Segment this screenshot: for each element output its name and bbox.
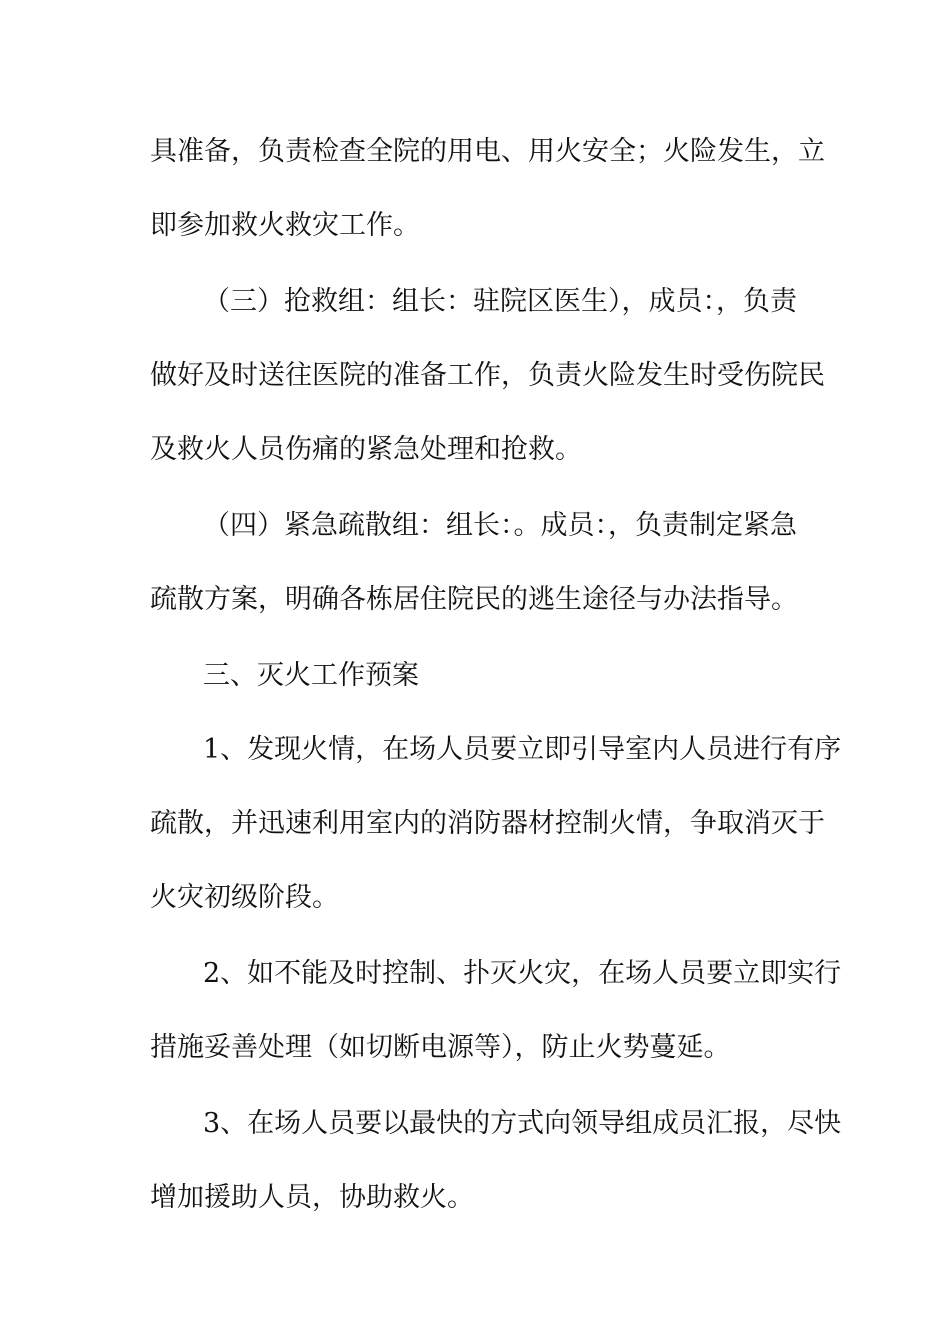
section-heading-firefighting-plan: 三、灭火工作预案 (203, 660, 419, 691)
body-text-line: 具准备，负责检查全院的用电、用火安全；火险发生，立 (150, 136, 825, 167)
body-text-line: 疏散，并迅速利用室内的消防器材控制火情，争取消灭于 (150, 808, 825, 839)
body-text-line: 措施妥善处理（如切断电源等），防止火势蔓延。 (150, 1032, 731, 1063)
body-text-line: 增加援助人员，协助救火。 (150, 1182, 474, 1213)
list-item-1: 1、发现火情，在场人员要立即引导室内人员进行有序 (203, 734, 842, 765)
body-text-line: 即参加救火救灾工作。 (150, 210, 420, 241)
body-text-line: 火灾初级阶段。 (150, 882, 339, 913)
body-text-line: 疏散方案，明确各栋居住院民的逃生途径与办法指导。 (150, 584, 798, 615)
body-text-line: 做好及时送往医院的准备工作，负责火险发生时受伤院民 (150, 360, 825, 391)
list-item-2: 2、如不能及时控制、扑灭火灾，在场人员要立即实行 (203, 958, 842, 989)
section-heading-evacuation-group: （四）紧急疏散组：组长：。成员：，负责制定紧急 (203, 510, 797, 541)
body-text-line: 及救火人员伤痛的紧急处理和抢救。 (150, 434, 582, 465)
list-item-3: 3、在场人员要以最快的方式向领导组成员汇报，尽快 (203, 1108, 842, 1139)
section-heading-rescue-group: （三）抢救组：组长：驻院区医生），成员：，负责 (203, 286, 797, 317)
